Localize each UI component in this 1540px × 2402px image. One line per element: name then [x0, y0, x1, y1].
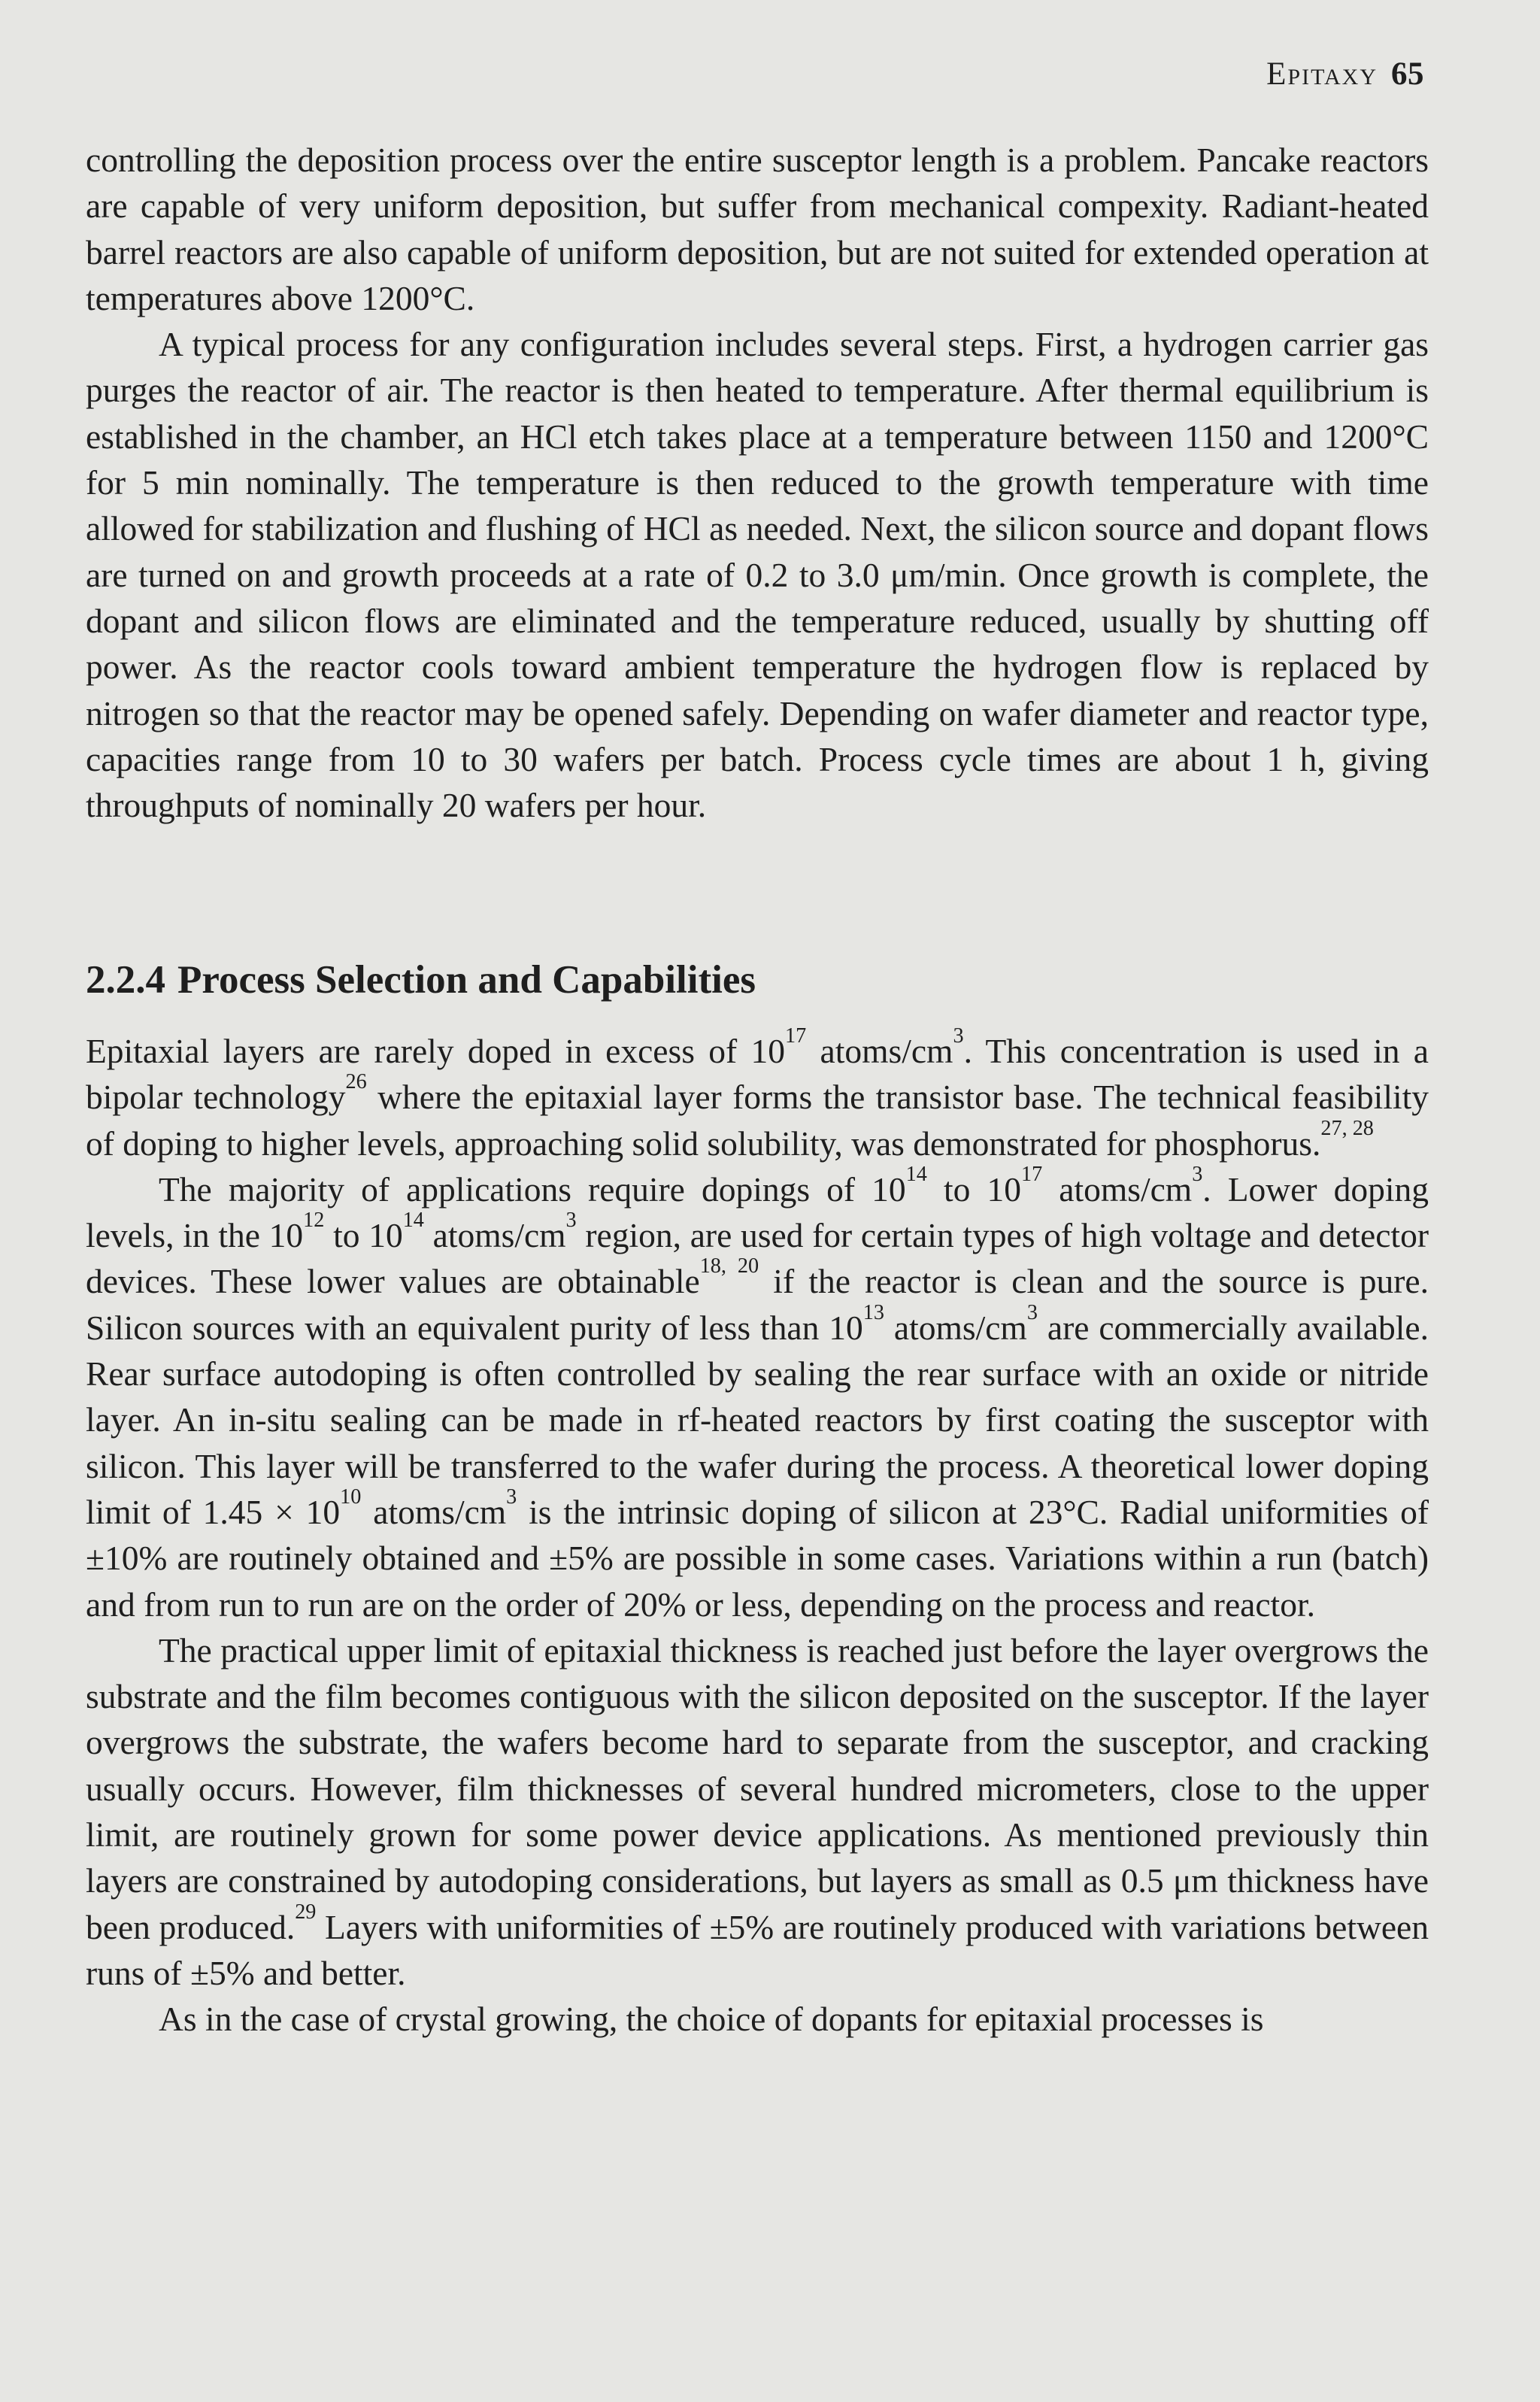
paragraph: The majority of applications require dopings of $10^{14}$ to $10^{17}$ atoms/$cm^3$. Lower doping levels, in the $10^{12}$ to $10^{14}$ atoms/$cm^3$ region, are used for certain types of high voltage and detector devices. These lower values are obtainable$^{18, 20}$ if the reactor is clean and the source is pure. Silicon sources with an equivalent purity of less than $10^{13}$ atoms/$cm^3$ are commercially available. Rear surface autodoping is often controlled by sealing the rear surface with an oxide or nitride layer. An in-situ sealing can be made in rf-heated reactors by first coating the susceptor with silicon. This layer will be transferred to the wafer during the process. A theoretical lower doping limit of $1.45 \times 10^{10}$ atoms/$cm^3$ is the intrinsic doping of silicon at 23°C. Radial uniformities of ±10% are routinely obtained and ±5% are possible in some cases. Variations within a run (batch) and from run to run are on the order of 20% or less, depending on the process and reactor. — [86, 1163, 1429, 1624]
paragraph: Epitaxial layers are rarely doped in excess of $10^{17}$ atoms/$cm^3$. This concentration is used in a bipolar technology$^{26}$ where the epitaxial layer forms the transistor base. The technical feasibility of doping to higher levels, approaching solid solubility, was demonstrated for phosphorus.$^{27, 28}$ — [86, 1024, 1429, 1163]
running-head-title: Epitaxy — [1266, 56, 1378, 92]
paragraph: As in the case of crystal growing, the choice of dopants for epitaxial processes is — [159, 2000, 1264, 2039]
page-number: 65 — [1391, 56, 1424, 92]
paragraph: A typical process for any configuration includes several steps. First, a hydrogen carrier gas purges the reactor of air. The reactor is then heated to temperature. After thermal equilibrium is established in the chamber, an HCl etch takes place at a temperature between 1150 and 1200°C for 5 min nominally. The temperature is then reduced to the growth temperature with time allowed for stabilization and flushing of HCl as needed. Next, the silicon source and dopant flows are turned on and growth proceeds at a rate of 0.2 to 3.0 μm/min. Once growth is complete, the dopant and silicon flows are eliminated and the temperature reduced, usually by shutting off power. As the reactor cools toward ambient temperature the hydrogen flow is replaced by nitrogen so that the reactor may be opened safely. Depending on wafer diameter and reactor type, capacities range from 10 to 30 wafers per batch. Process cycle times are about 1 h, giving throughputs of nominally 20 wafers per hour. — [86, 325, 1429, 825]
body-text-top — [86, 137, 1429, 828]
body-text-section — [86, 1024, 1429, 2043]
section-number: 2.2.4 — [86, 958, 165, 1002]
paragraph: The practical upper limit of epitaxial thickness is reached just before the layer overgrows the substrate and the film becomes contiguous with the silicon deposited on the susceptor. If the layer overgrows the substrate, the wafers become hard to separate from the susceptor, and cracking usually occurs. However, film thicknesses of several hundred micrometers, close to the upper limit, are routinely grown for some power device applications. As mentioned previously thin layers are constrained by autodoping considerations, but layers as small as 0.5 μm thickness have been produced.$^{29}$ Layers with uniformities of ±5% are routinely produced with variations between runs of ±5% and better. — [86, 1630, 1429, 1992]
paragraph: controlling the deposition process over the entire susceptor length is a problem. Pancake reactors are capable of very uniform deposition, but suffer from mechanical compexity. Radiant-heated barrel reactors are also capable of uniform deposition, but are not suited for extended operation at temperatures above 1200°C. — [86, 141, 1429, 317]
running-head — [1266, 56, 1424, 93]
section-heading — [86, 957, 756, 1002]
section-title: Process Selection and Capabilities — [177, 958, 756, 1002]
